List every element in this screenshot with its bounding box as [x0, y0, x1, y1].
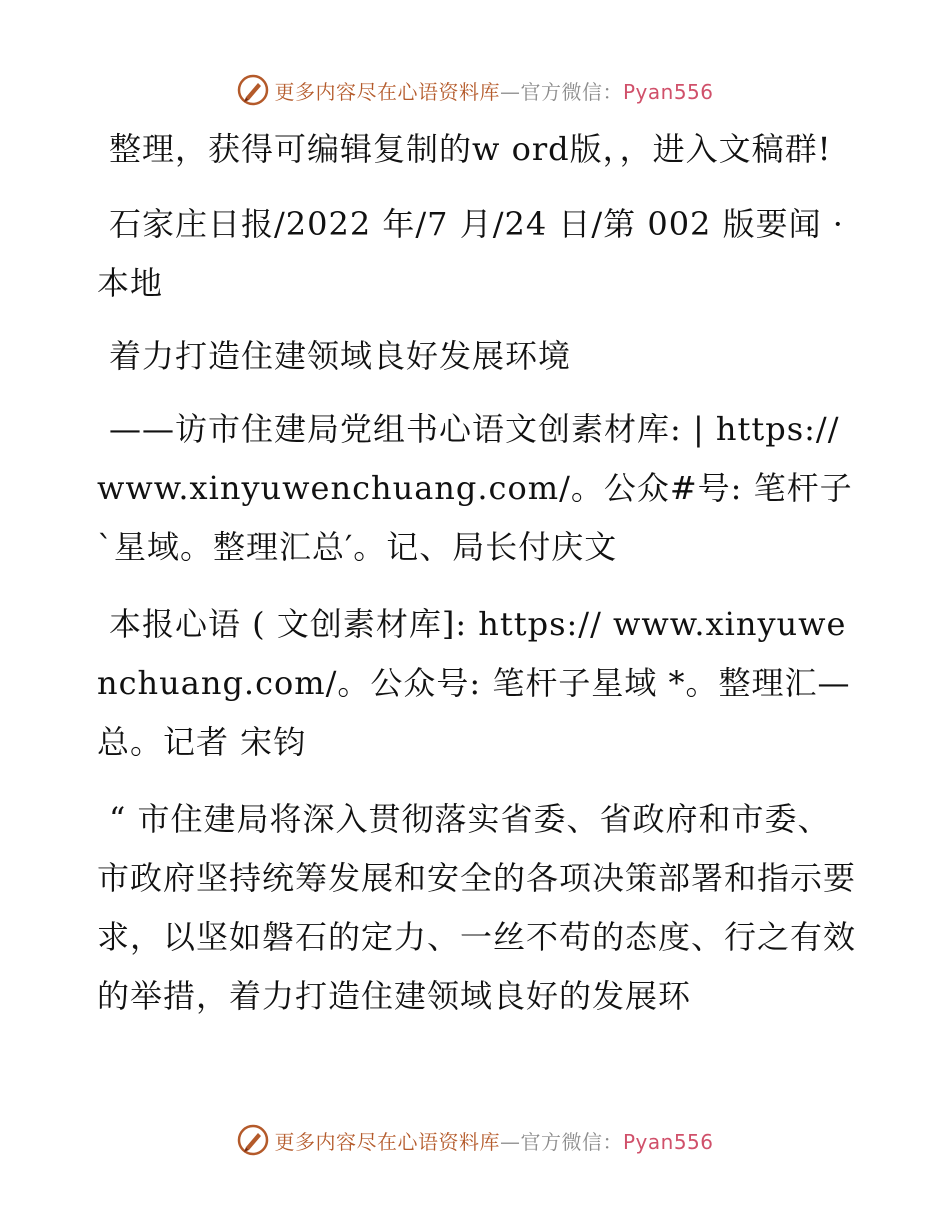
official-label: 官方微信： — [520, 1129, 623, 1154]
body-paragraph: “ 市住建局将深入贯彻落实省委、省政府和市委、市政府坚持统筹发展和安全的各项决策部署和指示要求，以坚如磐石的定力、一丝不苟的态度、行之有效的举措，着力打造住建领域良好的发展环 — [97, 800, 857, 1015]
banner-dash: — — [499, 79, 521, 104]
headline: 着力打造住建领域良好发展环境 — [109, 337, 572, 375]
wechat-id: Pyan556 — [622, 79, 714, 104]
document-body — [97, 120, 857, 1026]
byline: 本报心语 ( 文创素材库]: https:// www.xinyuwenchuang.com/。公众号: 笔杆子星域 *。整理汇—总。记者 宋钧 — [97, 605, 851, 761]
pen-logo-icon — [236, 1123, 270, 1157]
subtitle: ——访市住建局党组书心语文创素材库: | https://www.xinyuwenchuang.com/。公众#号: 笔杆子`星域。整理汇总′。记、局长付庆文 — [97, 410, 853, 566]
wechat-id: Pyan556 — [622, 1129, 714, 1154]
footer-watermark — [0, 1120, 950, 1160]
pen-logo-icon — [236, 73, 270, 107]
site-name: 更多内容尽在心语资料库 — [274, 79, 500, 104]
intro-paragraph: 整理，获得可编辑复制的w ord版，，进入文稿群! — [109, 130, 832, 168]
banner-dash: — — [499, 1129, 521, 1154]
header-watermark — [0, 70, 950, 110]
site-name: 更多内容尽在心语资料库 — [274, 1129, 500, 1154]
official-label: 官方微信： — [520, 79, 623, 104]
source-line: 石家庄日报/2022 年/7 月/24 日/第 002 版要闻 · 本地 — [97, 205, 844, 302]
